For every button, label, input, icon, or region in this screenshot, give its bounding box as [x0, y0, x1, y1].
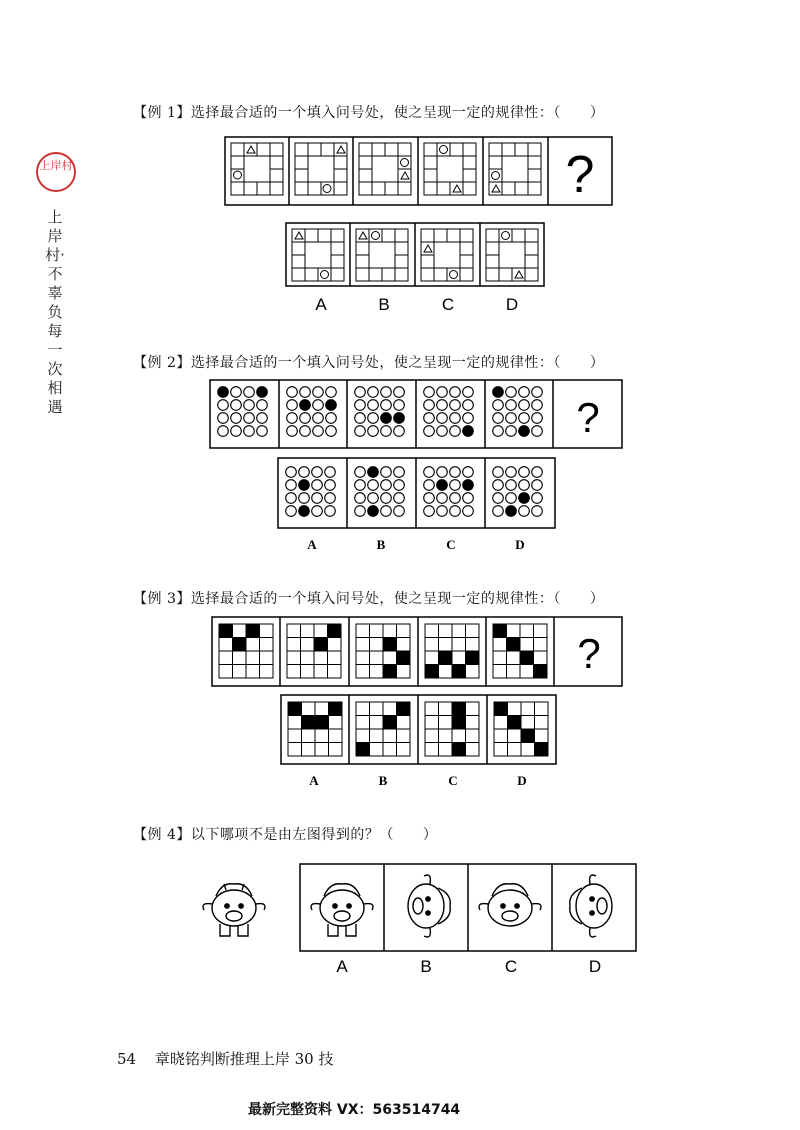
- contact-watermark: 最新完整资料 VX：563514744: [248, 1102, 461, 1118]
- ex1-option-a: A: [315, 295, 327, 314]
- ex2-option-b: B: [376, 537, 386, 552]
- ex4-options-row: [300, 864, 636, 951]
- ex2-options-row: [278, 458, 555, 528]
- ex1-option-b: B: [378, 295, 390, 314]
- ex3-question-row: [212, 617, 622, 686]
- example-2-title: 【例 2】选择最合适的一个填入问号处，使之呈现一定的规律性：（ ）: [133, 355, 605, 371]
- example-4-title: 【例 4】以下哪项不是由左图得到的？（ ）: [133, 827, 438, 843]
- example-1-title: 【例 1】选择最合适的一个填入问号处，使之呈现一定的规律性：（ ）: [133, 105, 605, 121]
- ex1-question-mark: ?: [565, 146, 595, 204]
- example-3-title: 【例 3】选择最合适的一个填入问号处，使之呈现一定的规律性：（ ）: [133, 591, 605, 607]
- ex3-option-d: D: [517, 773, 527, 788]
- page-footer: [117, 1048, 334, 1069]
- ex1-question-row: [225, 137, 612, 205]
- ex4-source-figure: [203, 884, 265, 936]
- seal-stamp: 上岸村: [36, 152, 76, 192]
- ex1-options-row: [286, 223, 544, 286]
- side-slogan: 上岸村·不辜负每一次相遇: [45, 208, 65, 416]
- ex3-options-row: [281, 695, 556, 764]
- ex1-option-c: C: [441, 295, 455, 314]
- ex3-option-b: B: [378, 773, 388, 788]
- ex4-option-b: B: [420, 957, 432, 976]
- ex3-option-c: C: [448, 773, 458, 788]
- ex4-option-c: C: [504, 957, 518, 976]
- ex4-option-a: A: [336, 957, 348, 976]
- ex4-option-d: D: [588, 957, 602, 976]
- book-title: 章晓铭判断推理上岸 30 技: [154, 1050, 334, 1068]
- ex2-option-a: A: [307, 537, 317, 552]
- ex3-option-a: A: [309, 773, 319, 788]
- ex3-question-mark: ?: [577, 630, 601, 677]
- ex1-option-d: D: [505, 295, 519, 314]
- ex2-question-row: [210, 380, 622, 448]
- page-number: 54: [117, 1050, 137, 1068]
- ex2-question-mark: ?: [576, 394, 600, 441]
- ex2-option-c: C: [446, 537, 456, 552]
- ex2-option-d: D: [515, 537, 525, 552]
